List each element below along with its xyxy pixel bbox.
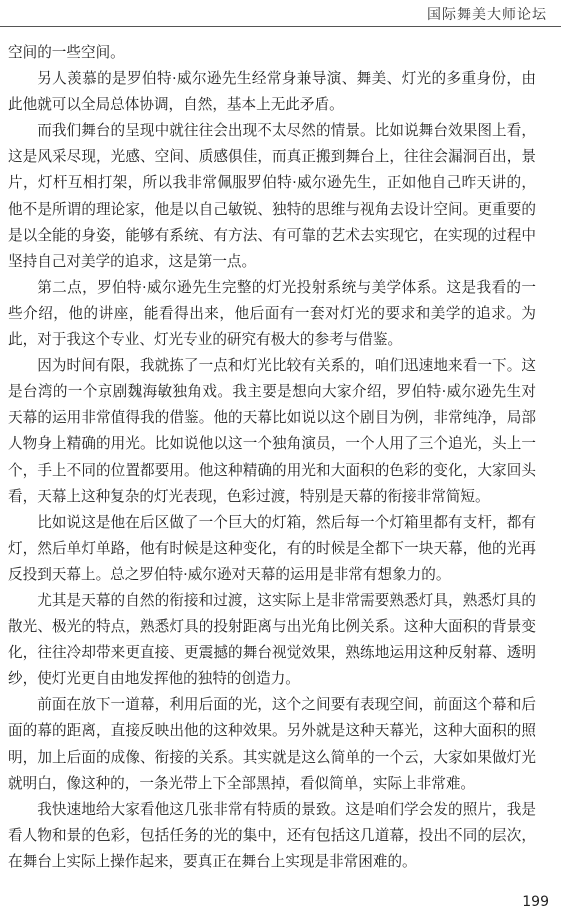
- paragraph: 前面在放下一道幕，利用后面的光，这个之间要有表现空间，前面这个幕和后面的幕的距离，直接反映出他的这种效果。另外就是这种天幕光，这种大面积的照明，加上后面的成像、衔接的关系。其实就是这么简单的一个云，大家如果做灯光就明白，像这种的，一条光带上下全部黑掉，看似简单，实际上非常难。: [8, 696, 536, 792]
- paragraph: 第二点，罗伯特·威尔逊先生完整的灯光投射系统与美学体系。这是我看的一些介绍，他的讲座，能看得出来，他后面有一套对灯光的要求和美学的追求。为此，对于我这个专业、灯光专业的研究有极大的参考与借鉴。: [8, 278, 536, 349]
- main-text: [8, 40, 536, 875]
- paragraph: 我快速地给大家看他这几张非常有特质的景致。这是咱们学会发的照片，我是看人物和景的色彩，包括任务的光的集中，还有包括这几道幕，投出不同的层次，在舞台上实际上操作起来，要真正在舞台上实现是非常困难的。: [8, 800, 536, 870]
- paragraph: 比如说这是他在后区做了一个巨大的灯箱，然后每一个灯箱里都有支杆，都有灯，然后单灯单路，他有时候是这种变化，有的时候是全都下一块天幕，他的光再反投到天幕上。总之罗伯特·威尔逊对天幕的运用是非常有想象力的。: [8, 513, 536, 583]
- page-number: 199: [522, 894, 549, 910]
- paragraph: 而我们舞台的呈现中就往往会出现不太尽然的情景。比如说舞台效果图上看，这是风采尽现，光感、空间、质感俱佳，而真正搬到舞台上，往往会漏洞百出，景片，灯杆互相打架，所以我非常佩服罗伯特·威尔逊先生，正如他自己昨天讲的，他不是所谓的理论家，他是以自己敏锐、独特的思维与视角去设计空间。更重要的是以全能的身姿，能够有系统、有方法、有可靠的艺术去实现它，在实现的过程中坚持自己对美学的追求，这是第一点。: [8, 122, 536, 270]
- paragraph: 另人羡慕的是罗伯特·威尔逊先生经常身兼导演、舞美、灯光的多重身份，由此他就可以全局总体协调，自然，基本上无此矛盾。: [8, 70, 536, 114]
- paragraph: 尤其是天幕的自然的衔接和过渡，这实际上是非常需要熟悉灯具，熟悉灯具的散光、极光的特点，熟悉灯具的投射距离与出光角比例关系。这种大面积的背景变化，往往冷却带来更直接、更震撼的舞台视觉效果，熟练地运用这种反射幕、透明纱，使灯光更自由地发挥他的独特的创造力。: [8, 591, 536, 688]
- header-divider: [0, 26, 561, 27]
- running-header: [0, 0, 561, 28]
- book-title: 国际舞美大师论坛: [427, 7, 547, 23]
- paragraph-continuation: 空间的一些空间。: [8, 44, 125, 61]
- paragraph: 因为时间有限，我就拣了一点和灯光比较有关系的，咱们迅速地来看一下。这是台湾的一个京剧魏海敏独角戏。我主要是想向大家介绍，罗伯特·威尔逊先生对天幕的运用非常值得我的借鉴。他的天幕比如说以这个剧目为例，非常纯净，局部人物身上精确的用光。比如说他以这一个独角演员，一个人用了三个追光，头上一个，手上不同的位置都要用。他这种精确的用光和大面积的色彩的变化，大家回头看，天幕上这种复杂的灯光表现，色彩过渡，特别是天幕的衔接非常简短。: [8, 357, 536, 505]
